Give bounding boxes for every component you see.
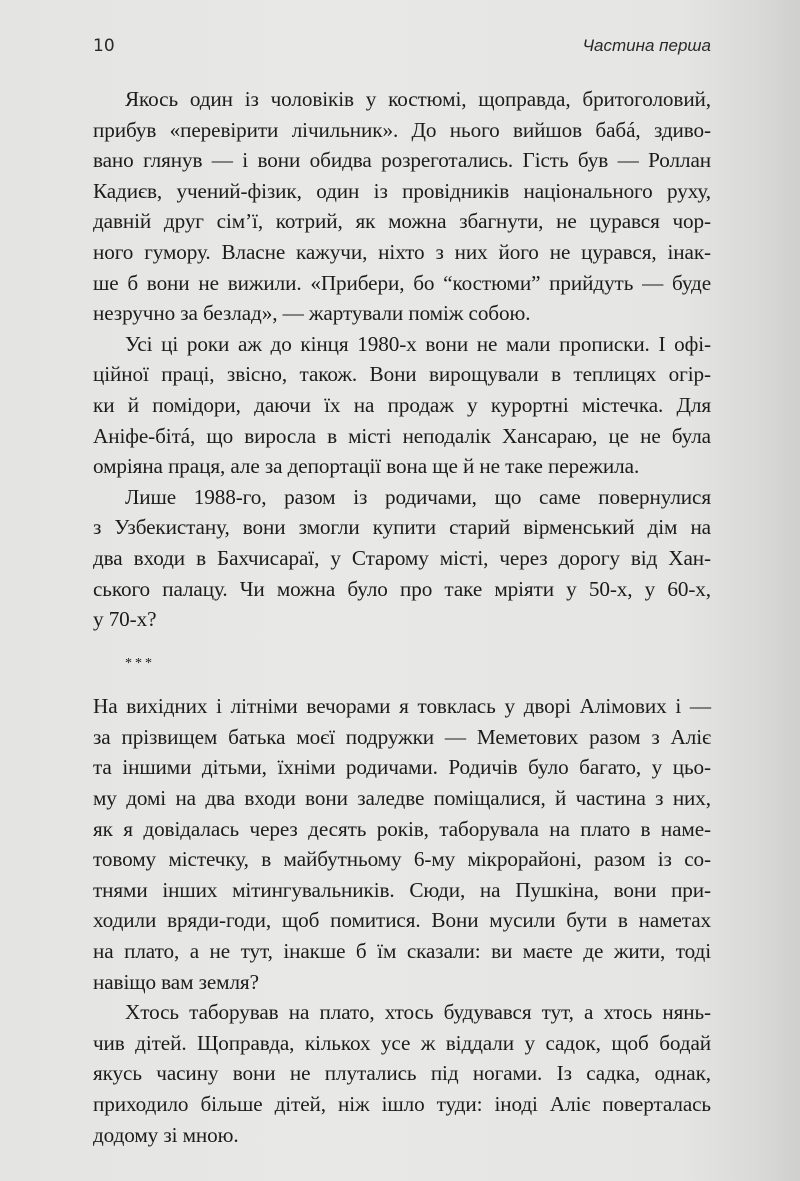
running-header [93,36,711,60]
text-line: у 70-х? [93,607,157,632]
text-line: ного гумору. Власне кажучи, ніхто з них його не цурався, інак- [93,239,711,264]
text-line: тнями інших мітингувальників. Сюди, на Пушкіна, вони при- [93,877,711,902]
text-line: навіщо вам земля? [93,969,259,994]
text-line: за прізвищем батька моєї подружки — Меметових разом з Аліє [93,724,711,749]
text-line: два входи в Бахчисараї, у Старому місті, через дорогу від Хан- [93,545,711,570]
text-line: вано глянув — і вони обидва розреготались. Гість був — Роллан [93,148,711,173]
text-line: з Узбекистану, вони змогли купити старий вірменський дім на [93,515,711,540]
text-line: товому містечку, в майбутньому 6-му мікрорайоні, разом із со- [93,847,711,872]
text-line: незручно за безлад», — жартували поміж собою. [93,301,531,326]
text-line: Усі ці роки аж до кінця 1980-х вони не мали прописки. І офі- [125,331,711,356]
paragraph [93,482,711,635]
text-line: чив дітей. Щоправда, кількох усе ж віддали у садок, щоб бодай [93,1030,711,1055]
text-line: на плато, а не тут, інакше б їм сказали: ви маєте де жити, тоді [93,939,711,964]
text-line: приходило більше дітей, ніж ішло туди: іноді Аліє поверталась [93,1092,711,1116]
text-line: Аніфе-бітá, що виросла в місті неподалік Хансараю, це не була [93,423,711,448]
text-line: ційної праці, звісно, також. Вони вирощували в теплицях огір- [93,362,711,387]
text-line: Хтось таборував на плато, хтось будувався тут, а хтось нянь- [125,1000,711,1025]
text-line: та іншими дітьми, їхніми родичами. Родичів було багато, у цьо- [93,755,711,780]
text-line: Якось один із чоловіків у костюмі, щоправда, бритоголовий, [125,87,711,111]
paragraph [93,997,711,1150]
text-line: додому зі мною. [93,1122,239,1147]
body-text [93,84,711,1150]
text-line: прибув «перевірити лічильник». До нього вийшов бабá, здиво- [93,117,711,142]
section-break-asterism: *** [125,655,155,671]
section-title: Частина перша [582,36,711,55]
page-number: 10 [93,36,115,56]
text-line: ського палацу. Чи можна було про таке мріяти у 50-х, у 60-х, [93,576,711,601]
paragraph [93,329,711,482]
text-line: омріяна праця, але за депортації вона ще й не таке пережила. [93,454,640,479]
paragraph [93,691,711,997]
text-line: давній друг сім’ї, котрий, як можна збагнути, не цурався чор- [93,209,711,234]
text-line: Кадиєв, учений-фізик, один із провідників національного руху, [93,178,711,203]
text-line: ки й помідори, даючи їх на продаж у курортні містечка. Для [93,392,711,417]
text-line: ходили вряди-годи, щоб помитися. Вони мусили бути в наметах [93,908,711,933]
text-line: му домі на два входи вони заледве поміщалися, й частина з них, [93,786,711,811]
text-line: якусь часину вони не плутались під ногами. Із садка, однак, [93,1061,711,1086]
text-line: Лише 1988-го, разом із родичами, що саме повернулися [125,484,711,509]
text-line: ше б вони не вижили. «Прибери, бо “костюми” прийдуть — буде [93,270,711,295]
paragraph [93,84,711,329]
text-line: як я довідалась через десять років, таборувала на плато в наме- [93,816,711,841]
text-line: На вихідних і літніми вечорами я товклась у дворі Алімових і — [93,694,711,719]
